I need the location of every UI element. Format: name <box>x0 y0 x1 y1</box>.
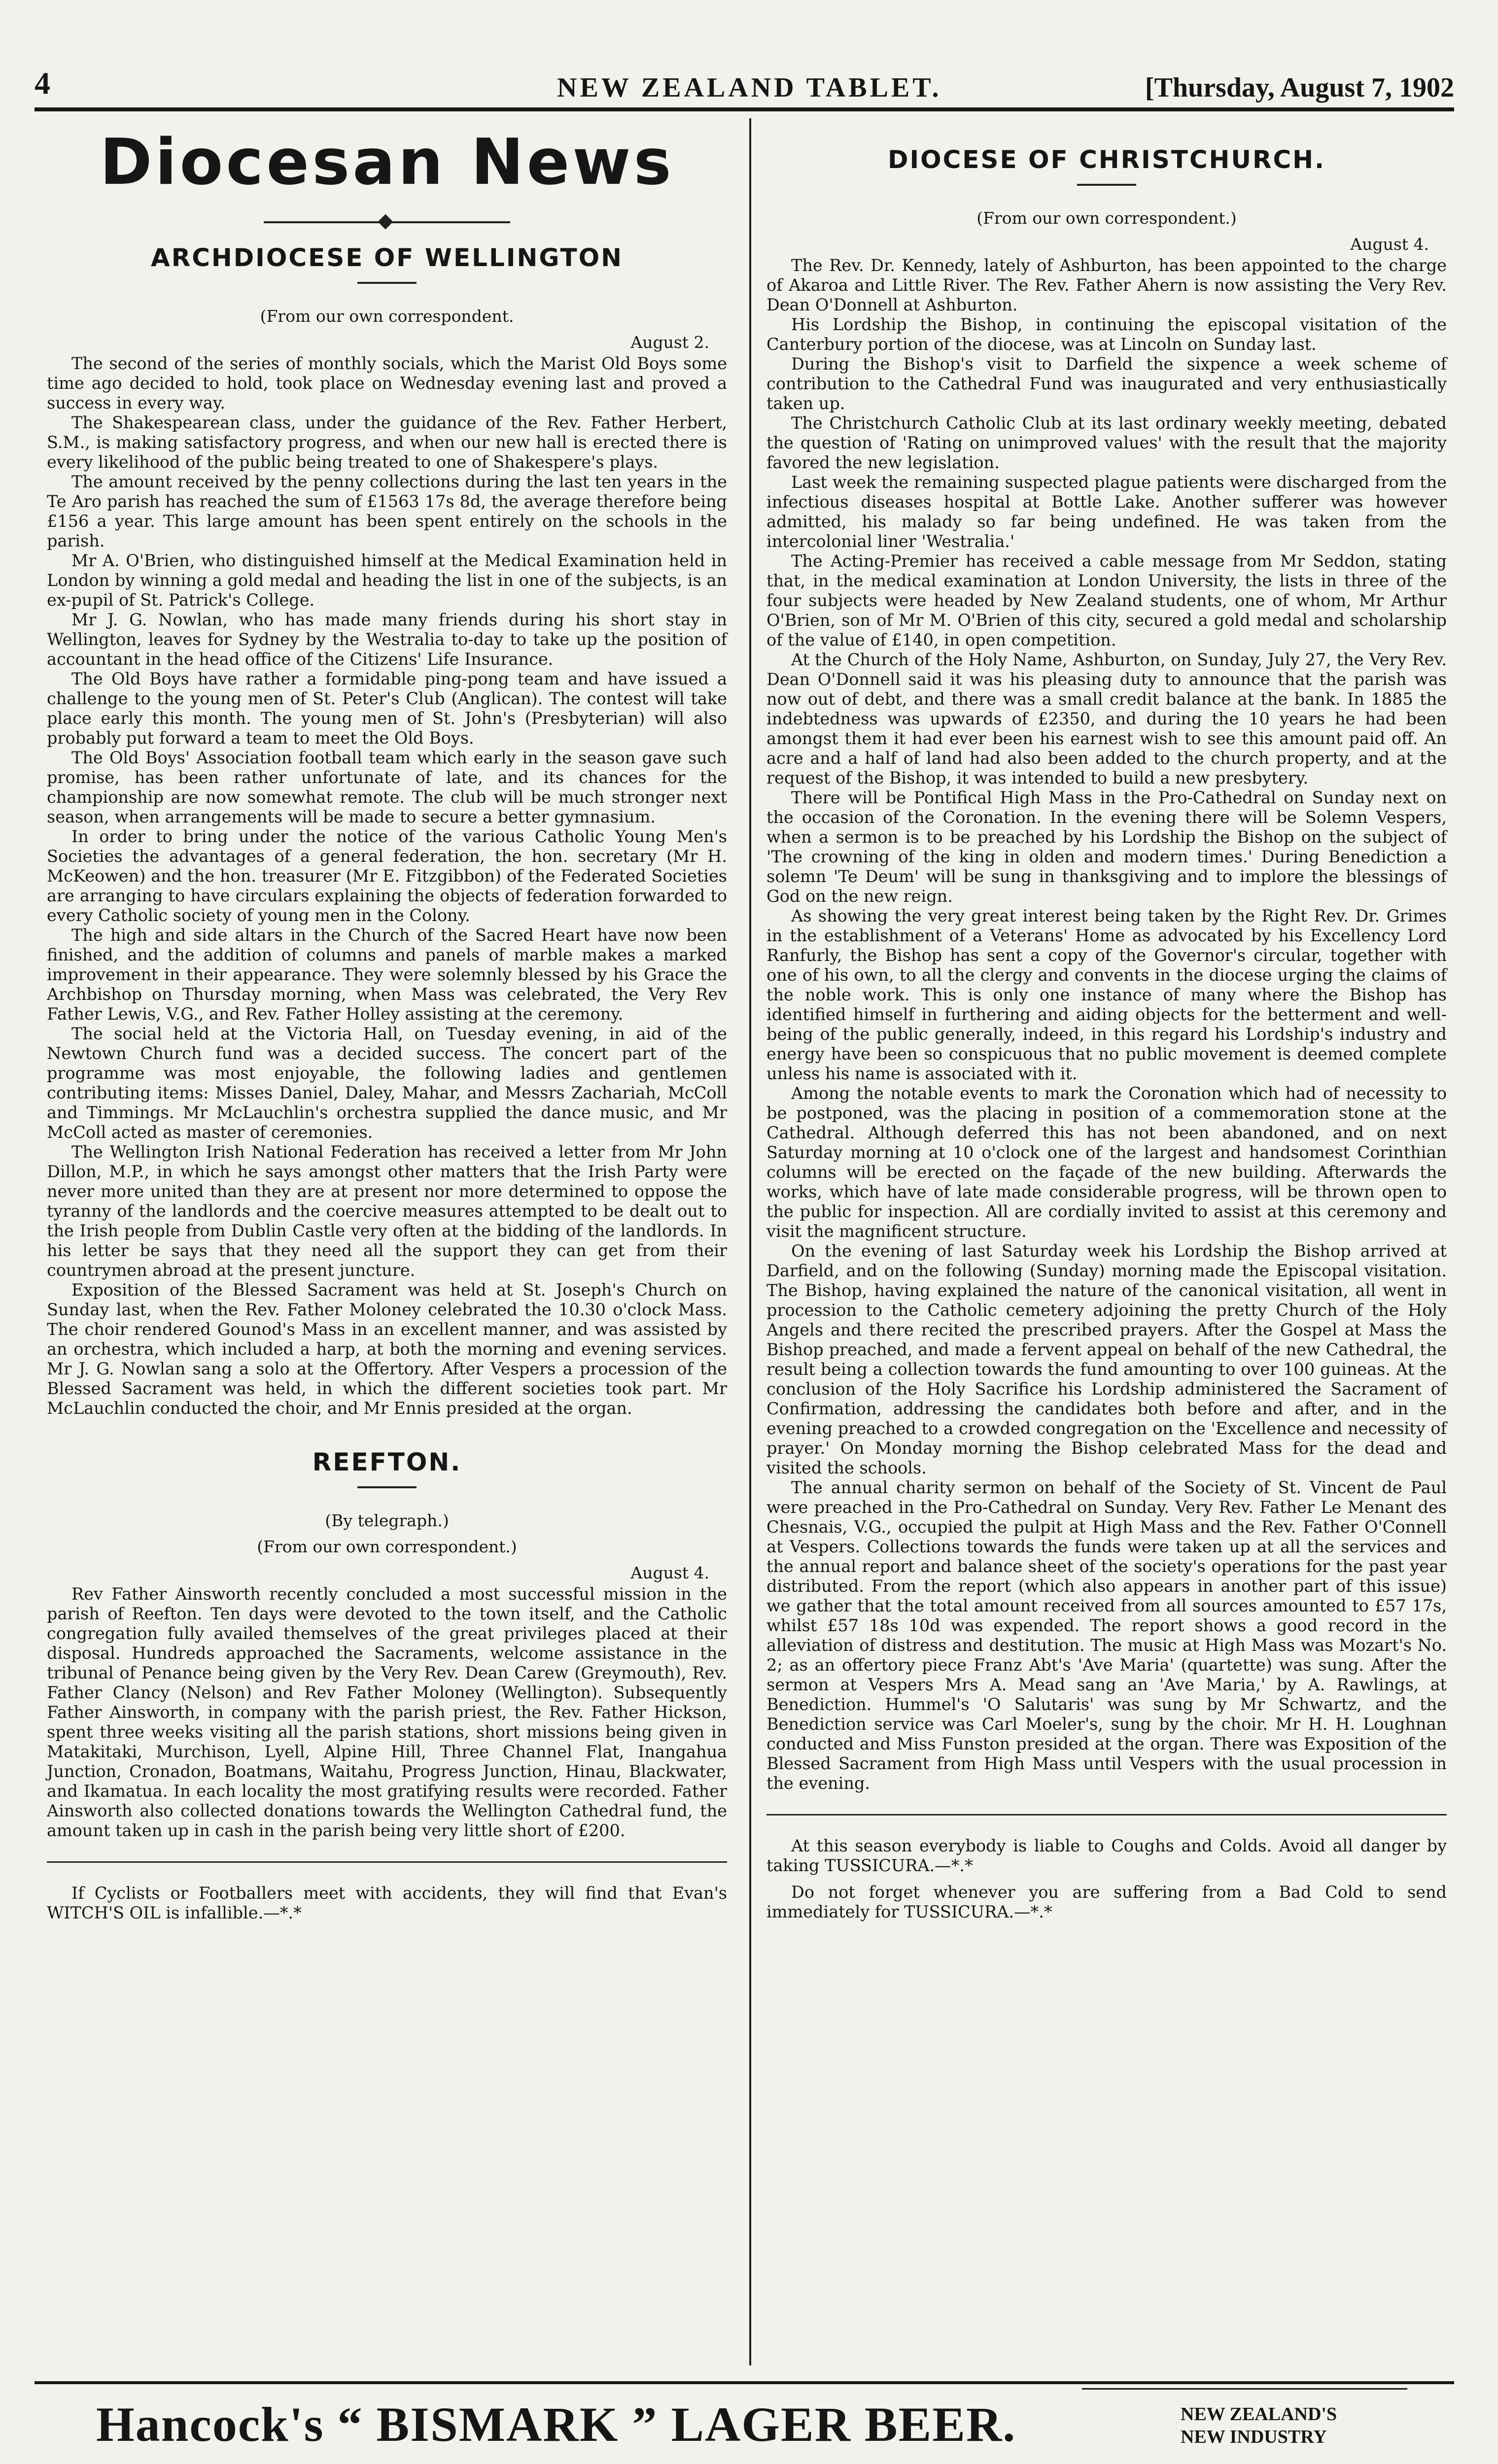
footer-advertisement <box>96 2396 1427 2460</box>
advert-note: If Cyclists or Footballers meet with accidents, they will find that Evan's WITCH'S OIL is infallible.—*.* <box>47 1883 727 1922</box>
issue-date: [Thursday, August 7, 1902 <box>1145 72 1454 103</box>
article-paragraph: At the Church of the Holy Name, Ashburton, on Sunday, July 27, the Very Rev. Dean O'Donnell said it was his pleasing duty to announce that the parish was now out of debt, and there was a small credit balance at the bank. In 1885 the indebtedness was upwards of £2350, and during the 10 years he had been amongst them it had ever been his earnest wish to see this amount paid off. An acre and a half of land had also been added to the church property, and at the request of the Bishop, it was intended to build a new presbytery. <box>766 650 1447 787</box>
dateline: August 2. <box>630 333 709 352</box>
correspondent-credit: (From our own correspondent.) <box>257 1537 517 1556</box>
article-paragraph: The amount received by the penny collections during the last ten years in the Te Aro parish has reached the sum of £1563 17s 8d, the average therefore being £156 a year. This large amount has been spent entirely on the schools in the parish. <box>47 472 727 550</box>
article-paragraph: Mr J. G. Nowlan, who has made many friends during his short stay in Wellington, leaves for Sydney by the Westralia to-day to take up the position of accountant in the head office of the Citizens' Life Insurance. <box>47 610 727 669</box>
article-paragraph: The Christchurch Catholic Club at its last ordinary weekly meeting, debated the question of 'Rating on unimproved values' with the result that the majority favored the new legislation. <box>766 413 1447 472</box>
ad-side-rule <box>1082 2388 1407 2390</box>
advert-note: Do not forget whenever you are suffering from a Bad Cold to send immediately for TUSSICURA.—*.* <box>766 1882 1447 1921</box>
article-paragraph: Rev Father Ainsworth recently concluded a most successful mission in the parish of Reefton. Ten days were devoted to the town itself, and the Catholic congregation fully availed themselves of the great privileges placed at their disposal. Hundreds approached the Sacraments, welcome assistance in the tribunal of Penance being given by the Very Rev. Dean Carew (Greymouth), Rev. Father Clancy (Nelson) and Rev Father Moloney (Wellington). Subsequently Father Ainsworth, in company with the parish priest, the Rev. Father Hickson, spent three weeks visiting all the parish stations, short missions being given in Matakitaki, Murchison, Lyell, Alpine Hill, Three Channel Flat, Inangahua Junction, Cronadon, Boatmans, Waitahu, Progress Junction, Hinau, Blackwater, and Ikamatua. In each locality the most gratifying results were recorded. Father Ainsworth also collected donations towards the Wellington Cathedral fund, the amount taken up in cash in the parish being very little short of £200. <box>47 1584 727 1840</box>
article-paragraph: Last week the remaining suspected plague patients were discharged from the infectious diseases hospital at Bottle Lake. Another sufferer was however admitted, his malady so far being undefined. He was taken from the intercolonial liner 'Westralia.' <box>766 473 1447 551</box>
article-paragraph: Mr A. O'Brien, who distinguished himself at the Medical Examination held in London by winning a gold medal and heading the list in one of the subjects, is an ex-pupil of St. Patrick's College. <box>47 551 727 610</box>
article-paragraph: On the evening of last Saturday week his Lordship the Bishop arrived at Darfield, and on the following (Sunday) morning made the Episcopal visitation. The Bishop, having explained the nature of the canonical visitation, all went in procession to the Catholic cemetery adjoining the pretty Church of the Holy Angels and there recited the prescribed prayers. After the Gospel at Mass the Bishop preached, and made a fervent appeal on behalf of the new Cathedral, the result being a collection towards the fund amounting to over 100 guineas. At the conclusion of the Holy Sacrifice his Lordship administered the Sacrament of Confirmation, addressing the candidates both before and after, and in the evening preached to a crowded congregation on the 'Excellence and necessity of prayer.' On Monday morning the Bishop celebrated Mass for the dead and visited the schools. <box>766 1241 1447 1477</box>
article-paragraph: Exposition of the Blessed Sacrament was held at St. Joseph's Church on Sunday last, when the Rev. Father Moloney celebrated the 10.30 o'clock Mass. The choir rendered Gounod's Mass in an excellent manner, and was assisted by an orchestra, which included a harp, at both the morning and evening services. Mr J. G. Nowlan sang a solo at the Offertory. After Vespers a procession of the Blessed Sacrament was held, in which the different societies took part. Mr McLauchlin conducted the choir, and Mr Ennis presided at the organ. <box>47 1280 727 1418</box>
telegraph-credit: (By telegraph.) <box>325 1511 449 1530</box>
section-heading-christchurch: DIOCESE OF CHRISTCHURCH. <box>887 145 1326 174</box>
dateline: August 4. <box>630 1563 709 1582</box>
section-spacer <box>47 1418 727 1448</box>
left-column <box>47 126 727 1923</box>
article-paragraph: The Old Boys have rather a formidable ping-pong team and have issued a challenge to the young men of St. Peter's Club (Anglican). The contest will take place early this month. The young men of St. John's (Presbyterian) will also probably put forward a team to meet the Old Boys. <box>47 669 727 748</box>
correspondent-credit: (From our own correspondent. <box>260 307 514 326</box>
advert-note: At this season everybody is liable to Coughs and Colds. Avoid all danger by taking TUSSICURA.—*.* <box>766 1836 1447 1875</box>
article-paragraph: The high and side altars in the Church of the Sacred Heart have now been finished, and the addition of columns and panels of marble makes a marked improvement in their appearance. They were solemnly blessed by his Grace the Archbishop on Thursday morning, when Mass was celebrated, the Very Rev Father Lewis, V.G., and Rev. Father Holley assisting at the ceremony. <box>47 925 727 1024</box>
article-christchurch <box>766 256 1447 1793</box>
heading-rule <box>357 282 417 284</box>
article-paragraph: His Lordship the Bishop, in continuing the episcopal visitation of the Canterbury portion of the diocese, was at Lincoln on Sunday last. <box>766 315 1447 354</box>
ad-side-line: NEW ZEALAND'S <box>1181 2404 1337 2425</box>
section-heading-wellington: ARCHDIOCESE OF WELLINGTON <box>151 243 623 272</box>
ad-side-text <box>1181 2403 1337 2448</box>
article-paragraph: The Wellington Irish National Federation has received a letter from Mr John Dillon, M.P., in which he says amongst other matters that the Irish Party were never more united than they are at present nor more determined to oppose the tyranny of the landlords and the coercive measures attempted to be dealt out to the Irish people from Dublin Castle very often at the bidding of the landlords. In his letter be says that they need all the support they can get from their countrymen abroad at the present juncture. <box>47 1142 727 1280</box>
correspondent-credit: (From our own correspondent.) <box>976 208 1237 228</box>
article-paragraph: There will be Pontifical High Mass in the Pro-Cathedral on Sunday next on the occasion of the Coronation. In the evening there will be Solemn Vespers, when a sermon is to be preached by his Lordship the Bishop on the subject of 'The crowning of the king in olden and modern times.' During Benediction a solemn 'Te Deum' will be sung in thanksgiving and to implore the blessings of God on the new reign. <box>766 788 1447 906</box>
ad-side-line: NEW INDUSTRY <box>1181 2427 1327 2447</box>
title-ornament <box>264 215 510 230</box>
heading-rule <box>1077 184 1136 186</box>
note-rule <box>47 1861 727 1863</box>
heading-rule <box>357 1486 417 1488</box>
section-heading-reefton: REEFTON. <box>312 1448 462 1476</box>
article-paragraph: The Old Boys' Association football team which early in the season gave such promise, has been rather unfortunate of late, and its chances for the championship are now somewhat remote. The club will be much stronger next season, when arrangements will be made to secure a better gymnasium. <box>47 748 727 826</box>
article-paragraph: The Rev. Dr. Kennedy, lately of Ashburton, has been appointed to the charge of Akaroa and Little River. The Rev. Father Ahern is now assisting the Very Rev. Dean O'Donnell at Ashburton. <box>766 256 1447 314</box>
article-paragraph: In order to bring under the notice of the various Catholic Young Men's Societies the advantages of a general federation, the hon. secretary (Mr H. McKeowen) and the hon. treasurer (Mr E. Fitzgibbon) of the Federated Societies are arranging to have circulars explaining the objects of federation forwarded to every Catholic society of young men in the Colony. <box>47 827 727 925</box>
article-paragraph: The Shakespearean class, under the guidance of the Rev. Father Herbert, S.M., is making satisfactory progress, and when our new hall is erected there is every likelihood of the public being treated to one of Shakespere's plays. <box>47 413 727 472</box>
article-paragraph: The annual charity sermon on behalf of the Society of St. Vincent de Paul were preached in the Pro-Cathedral on Sunday. Very Rev. Father Le Menant des Chesnais, V.G., occupied the pulpit at High Mass and the Rev. Father O'Connell at Vespers. Collections towards the funds were taken up at all the services and the annual report and balance sheet of the society's operations for the past year distributed. From the report (which also appears in another part of this issue) we gather that the total amount received from all sources amounted to £57 17s, whilst £57 18s 10d was expended. The report shows a good record in the alleviation of distress and destitution. The music at High Mass was Mozart's No. 2; as an offertory piece Franz Abt's 'Ave Maria' (quartette) was sung. After the sermon at Vespers Mrs A. Mead sang an 'Ave Maria,' by A. Rawlings, at Benediction. Hummel's 'O Salutaris' was sung by Mr Schwartz, and the Benediction service was Carl Moeler's, sung by the choir. Mr H. H. Loughnan conducted and Miss Funston presided at the organ. There was Exposition of the Blessed Sacrament from High Mass until Vespers with the usual procession in the evening. <box>766 1478 1447 1793</box>
article-paragraph: The social held at the Victoria Hall, on Tuesday evening, in aid of the Newtown Church fund was a decided success. The concert part of the programme was most enjoyable, the following ladies and gentlemen contributing items: Misses Daniel, Daley, Mahar, and Messrs Zachariah, McColl and Timmings. Mr McLauchlin's orchestra supplied the dance music, and Mr McColl acted as master of ceremonies. <box>47 1024 727 1142</box>
column-divider <box>749 118 751 2365</box>
article-wellington <box>47 354 727 1418</box>
article-paragraph: Among the notable events to mark the Coronation which had of necessity to be postponed, was the placing in position of a commemoration stone at the Cathedral. Although deferred this has not been abandoned, and on next Saturday morning at 10 o'clock one of the largest and handsomest Corinthian columns will be erected on the façade of the new building. Afterwards the works, which have of late made considerable progress, will be thrown open to the public for inspection. All are cordially invited to assist at this ceremony and visit the magnificent structure. <box>766 1084 1447 1241</box>
page-number: 4 <box>35 66 50 101</box>
article-paragraph: As showing the very great interest being taken by the Right Rev. Dr. Grimes in the establishment of a Veterans' Home as advocated by his Excellency Lord Ranfurly, the Bishop has sent a copy of the Governor's circular, together with one of his own, to all the clergy and convents in the diocese urging the claims of the noble work. This is only one instance of many where the Bishop has identified himself in furthering and aiding objects for the betterment and well-being of the public generally, indeed, in this regard his Lordship's industry and energy have been so conspicuous that no public movement is deemed complete unless his name is associated with it. <box>766 906 1447 1083</box>
article-reefton <box>47 1584 727 1841</box>
footer-rule <box>35 2381 1454 2384</box>
right-column <box>766 126 1447 1922</box>
article-paragraph: The Acting-Premier has received a cable message from Mr Seddon, stating that, in the medical examination at London University, the lists in three of the four subjects were headed by New Zealand students, one of whom, Mr Arthur O'Brien, son of Mr M. O'Brien of this city, secured a gold medal and scholarship of the value of £140, in open competition. <box>766 551 1447 650</box>
diamond-icon <box>378 214 393 229</box>
ad-headline: Hancock's “ BISMARK ” LAGER BEER. <box>96 2397 1016 2452</box>
publication-title: NEW ZEALAND TABLET. <box>557 72 942 103</box>
article-paragraph: The second of the series of monthly socials, which the Marist Old Boys some time ago decided to hold, took place on Wednesday evening last and proved a success in every way. <box>47 354 727 412</box>
page-title: Diocesan News <box>100 126 674 199</box>
masthead-rule <box>35 107 1454 111</box>
dateline: August 4. <box>1350 235 1429 254</box>
note-rule <box>766 1814 1447 1815</box>
article-paragraph: During the Bishop's visit to Darfield the sixpence a week scheme of contribution to the Cathedral Fund was inaugurated and very enthusiastically taken up. <box>766 354 1447 413</box>
